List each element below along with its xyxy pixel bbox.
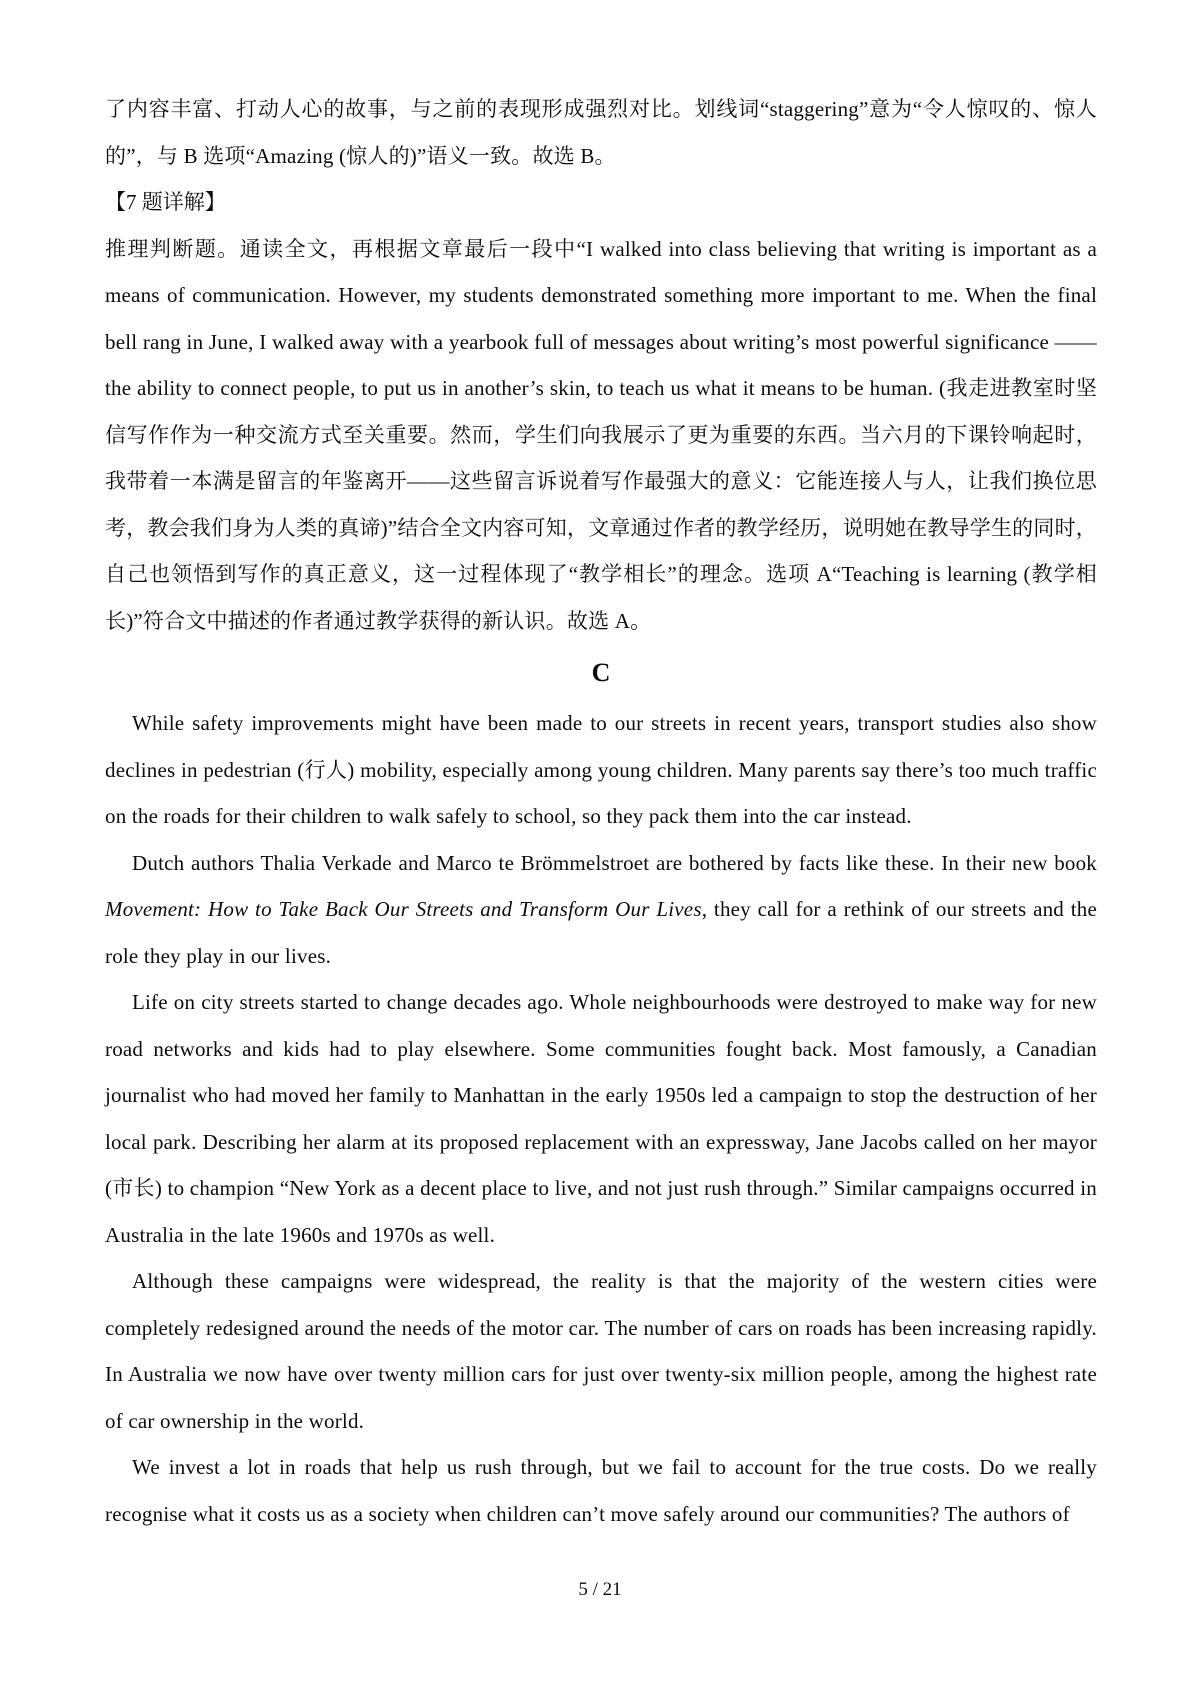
- paragraph-2-text-after-book-title: , they call for a rethink of our streets and the role they play in our lives.: [105, 897, 1098, 968]
- book-title-text: Movement: How to Take Back Our Streets and Transform Our Lives: [105, 897, 702, 921]
- page-content: [105, 86, 1097, 1537]
- answer-b-continuation-text: 了内容丰富、打动人心的故事，与之前的表现形成强烈对比。划线词“staggering”意为“令人惊叹的、惊人的”，与 B 选项“Amazing (惊人的)”语义一致。故选 B。: [105, 97, 1097, 168]
- passage-c-paragraph-1: While safety improvements might have been made to our streets in recent years, transport studies also show declines in pedestrian (行人) mobility, especially among young children. Many parents say there’s too much traffic on the roads for their children to walk safely to school, so they pack them into the car instead.: [105, 711, 1097, 828]
- paragraph-2-text-before-book-title: Dutch authors Thalia Verkade and Marco te Brömmelstroet are bothered by facts like these. In their new book: [132, 850, 1097, 875]
- passage-c-paragraph-5: We invest a lot in roads that help us rush through, but we fail to account for the true costs. Do we really recognise what it costs us as a society when children can’t move safely around our communities? The authors of: [105, 1455, 1097, 1526]
- question-7-explanation-text: 推理判断题。通读全文，再根据文章最后一段中“I walked into class believing that writing is important as a means of communication. However, my students demonstrated something more important to me. When the final bell rang in June, I walked away with a yearbook full of messages about writing’s most powerful significance —— the ability to connect people, to put us in another’s skin, to teach us what it means to be human. (我走进教室时坚信写作作为一种交流方式至关重要。然而，学生们向我展示了更为重要的东西。当六月的下课铃响起时，我带着一本满是留言的年鉴离开——这些留言诉说着写作最强大的意义：它能连接人与人，让我们换位思考，教会我们身为人类的真谛)”结合全文内容可知，文章通过作者的教学经历，说明她在教导学生的同时，自己也领悟到写作的真正意义，这一过程体现了“教学相长”的理念。选项 A“Teaching is learning (教学相长)”符合文中描述的作者通过教学获得的新认识。故选 A。: [105, 236, 1097, 633]
- question-7-heading: 【7 题详解】: [105, 190, 226, 214]
- passage-c-paragraph-3: Life on city streets started to change decades ago. Whole neighbourhoods were destroyed to make way for new road networks and kids had to play elsewhere. Some communities fought back. Most famously, a Canadian journalist who had moved her family to Manhattan in the early 1950s led a campaign to stop the destruction of her local park. Describing her alarm at its proposed replacement with an expressway, Jane Jacobs called on her mayor (市长) to champion “New York as a decent place to live, and not just rush through.” Similar campaigns occurred in Australia in the late 1960s and 1970s as well.: [105, 990, 1097, 1247]
- passage-c-section-heading: C: [591, 658, 611, 687]
- passage-c-paragraph-2: [105, 840, 1097, 980]
- page-number: 5 / 21: [578, 1579, 622, 1600]
- passage-c-paragraph-4: Although these campaigns were widespread, the reality is that the majority of the western cities were completely redesigned around the needs of the motor car. The number of cars on roads has been increasing rapidly. In Australia we now have over twenty million cars for just over twenty-six million people, among the highest rate of car ownership in the world.: [105, 1269, 1097, 1433]
